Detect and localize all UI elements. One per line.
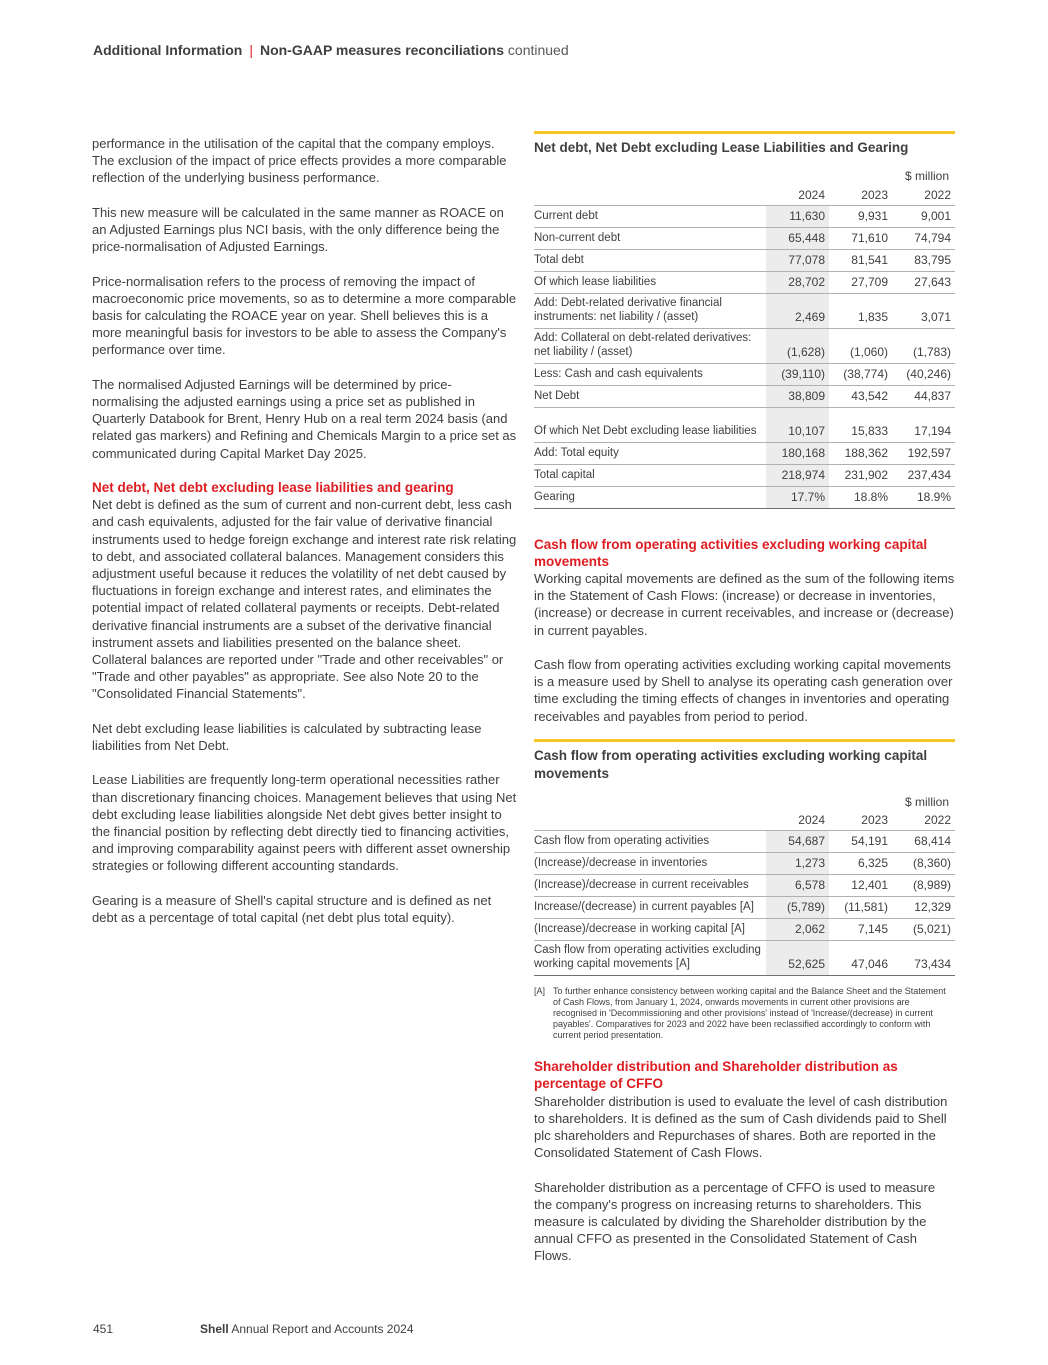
table-row [534,407,955,442]
cell-2022: 73,434 [892,941,955,976]
cell-2023: 81,541 [829,249,892,271]
left-column [92,135,517,943]
cell-2024: 180,168 [766,442,829,464]
left-paragraph: performance in the utilisation of the capital that the company employs. The exclusion of the impact of price effects provides a more comparable reflection of the underlying business performance. [92,136,507,186]
cell-2022: (1,783) [892,328,955,363]
cell-2023: (38,774) [829,363,892,385]
cell-2023: (11,581) [829,897,892,919]
row-label: Total capital [534,464,766,486]
left-paragraph: Price-normalisation refers to the process of removing the impact of macroeconomic price movements, so as to determine a more comparable basis for calculating the ROACE year on year. Shell believes this is a more meaningful basis for investors to be able to assess the Company's performance over time. [92,273,517,358]
cell-2024: 218,974 [766,464,829,486]
net-debt-table-title: Net debt, Net Debt excluding Lease Liabilities and Gearing [534,131,955,157]
cell-2023: 9,931 [829,205,892,227]
cell-2023: 7,145 [829,919,892,941]
row-label: Add: Collateral on debt-related derivatives: net liability / (asset) [534,328,766,363]
table-row [534,919,955,941]
cffo-table-unit: $ million [904,794,949,809]
cell-2022: 18.9% [892,486,955,508]
table-row [534,875,955,897]
cell-2024: 28,702 [766,271,829,293]
shareholder-heading: Shareholder distribution and Shareholder distribution as percentage of CFFO [534,1059,898,1092]
row-label: Cash flow from operating activities excluding working capital movements [A] [534,941,766,976]
cell-2023: 231,902 [829,464,892,486]
cell-2024: 10,107 [766,407,829,442]
table-row [534,464,955,486]
table-header-row [534,809,955,831]
cell-2022: 3,071 [892,293,955,328]
cell-2023: 54,191 [829,831,892,853]
row-label: Current debt [534,205,766,227]
header-subsection: Non-GAAP measures reconciliations [259,42,505,58]
cell-2023: 47,046 [829,941,892,976]
left-paragraph: Net debt excluding lease liabilities is calculated by subtracting lease liabilities from Net Debt. [92,720,482,754]
row-label: Cash flow from operating activities [534,831,766,853]
row-label: Add: Debt-related derivative financial instruments: net liability / (asset) [534,293,766,328]
table-row [534,271,955,293]
table-row [534,442,955,464]
row-label: Increase/(decrease) in current payables [A] [534,897,766,919]
footnote-text: To further enhance consistency between working capital and the Balance Sheet and the Statement of Cash Flows, from January 1, 2024, onwards movements in current other provisions are recognised in 'Decommissioning and other provisions' instead of 'Increase/(decrease) in current payables'. Comparatives for 2023 and 2022 have been reclassified accordingly to conform with current period presentation. [553,986,946,1041]
table-row [534,249,955,271]
footnote [534,986,955,1041]
cffo-paragraph: Working capital movements are defined as the sum of the following items in the Statement of Cash Flows: (increase) or decrease in inventories, (increase) or decrease in current receivables, and increase or (decrease) in current payables. [534,570,955,638]
cell-2023: 27,709 [829,271,892,293]
year-header: 2023 [861,813,888,828]
net-debt-table [534,183,955,509]
cell-2024: 11,630 [766,205,829,227]
page-footer [93,1322,414,1336]
cell-2023: 6,325 [829,853,892,875]
table-row [534,363,955,385]
year-header: 2023 [861,187,888,202]
cell-2024: (1,628) [766,328,829,363]
table-row [534,205,955,227]
table-row [534,897,955,919]
cffo-table-title: Cash flow from operating activities excluding working capital movements [534,739,955,783]
cell-2024: (5,789) [766,897,829,919]
cell-2024: 65,448 [766,227,829,249]
left-paragraph: The normalised Adjusted Earnings will be determined by price-normalising the adjusted earnings using a price set as published in Quarterly Databook for Brent, Henry Hub on a real term 2024 basis (and related gas markers) and Refining and Chemicals Margin to a price set as communicated during Capital Market Day 2025. [92,376,517,461]
table-row [534,831,955,853]
left-paragraph: Lease Liabilities are frequently long-term operational necessities rather than discretionary financing choices. Management believes that using Net debt excluding lease liabilities alongside Net debt gives better insight to the financial position by reflecting debt directly tied to financing activities, and improving comparability against peers with different asset ownership strategies or following different accounting standards. [92,772,517,874]
cell-2023: 18.8% [829,486,892,508]
cffo-table [534,809,955,977]
cell-2024: 17.7% [766,486,829,508]
cell-2022: 12,329 [892,897,955,919]
page-header [93,42,569,58]
row-label: Net Debt [534,385,766,407]
cell-2023: 188,362 [829,442,892,464]
row-label: Non-current debt [534,227,766,249]
cell-2022: 17,194 [892,407,955,442]
cell-2022: 68,414 [892,831,955,853]
cell-2022: (8,989) [892,875,955,897]
cell-2024: 1,273 [766,853,829,875]
left-paragraph: Gearing is a measure of Shell's capital structure and is defined as net debt as a percentage of total capital (net debt plus total equity). [92,892,492,926]
table-row [534,227,955,249]
cell-2022: 74,794 [892,227,955,249]
row-label: Less: Cash and cash equivalents [534,363,766,385]
cell-2024: 52,625 [766,941,829,976]
table-header-row [534,183,955,205]
cell-2022: 44,837 [892,385,955,407]
cell-2022: (40,246) [892,363,955,385]
table-row [534,293,955,328]
cell-2023: 1,835 [829,293,892,328]
year-header: 2022 [924,813,951,828]
cffo-heading: Cash flow from operating activities excluding working capital movements [534,536,928,569]
table-row [534,941,955,976]
year-header: 2022 [924,187,951,202]
cell-2024: 54,687 [766,831,829,853]
shareholder-body [534,1093,955,1265]
cell-2023: 15,833 [829,407,892,442]
header-continued: continued [507,42,569,58]
cell-2023: 12,401 [829,875,892,897]
row-label: Of which lease liabilities [534,271,766,293]
table-row [534,853,955,875]
cffo-paragraph: Cash flow from operating activities excluding working capital movements is a measure used by Shell to analyse its operating cash generation over time excluding the timing effects of changes in inventories and operating receivables and payables from period to period. [534,656,953,724]
footnote-marker: [A] [534,986,546,997]
year-header: 2024 [798,813,825,828]
year-header: 2024 [798,187,825,202]
row-label: Of which Net Debt excluding lease liabilities [534,407,766,442]
footer-title: Annual Report and Accounts 2024 [231,1322,414,1336]
cffo-body [534,570,955,725]
shareholder-paragraph: Shareholder distribution as a percentage of CFFO is used to measure the company's progress on increasing returns to shareholders. This measure is calculated by dividing the Shareholder distribution by the annual CFFO as presented in the Consolidated Statement of Cash Flows. [534,1179,936,1264]
cell-2023: 71,610 [829,227,892,249]
page-number: 451 [93,1322,114,1336]
cell-2022: 192,597 [892,442,955,464]
cell-2024: 38,809 [766,385,829,407]
row-label: (Increase)/decrease in working capital [A] [534,919,766,941]
cell-2022: (5,021) [892,919,955,941]
header-section: Additional Information [93,42,243,58]
cell-2022: (8,360) [892,853,955,875]
cell-2022: 237,434 [892,464,955,486]
cell-2024: 6,578 [766,875,829,897]
table-row [534,385,955,407]
left-paragraph: Net debt is defined as the sum of current and non-current debt, less cash and cash equivalents, adjusted for the fair value of derivative financial instruments used to hedge foreign exchange and interest rate risk relating to debt, and associated collateral balances. Management considers this adjustment useful because it reduces the volatility of net debt caused by fluctuations in foreign exchange and interest rates, and eliminates the potential impact of related collateral payments or receipts. Debt-related derivative financial instruments are a subset of the derivative financial instrument assets and liabilities presented on the balance sheet. Collateral balances are reported under "Trade and other receivables" or "Trade and other payables" as appropriate. See also Note 20 to the "Consolidated Financial Statements". [92,497,517,702]
cell-2022: 9,001 [892,205,955,227]
shareholder-paragraph: Shareholder distribution is used to evaluate the level of cash distribution to shareholders. It is defined as the sum of Cash dividends paid to Shell plc shareholders and Repurchases of shares. Both are reported in the Consolidated Statement of Cash Flows. [534,1093,948,1161]
cell-2024: 2,469 [766,293,829,328]
cell-2024: 2,062 [766,919,829,941]
left-paragraph: This new measure will be calculated in the same manner as ROACE on an Adjusted Earnings plus NCI basis, with the only difference being the price-normalisation of Adjusted Earnings. [92,204,504,255]
net-debt-table-unit: $ million [904,169,949,183]
cell-2022: 83,795 [892,249,955,271]
cell-2022: 27,643 [892,271,955,293]
header-separator: | [249,42,253,58]
cell-2024: 77,078 [766,249,829,271]
cell-2023: 43,542 [829,385,892,407]
row-label: Total debt [534,249,766,271]
right-column [534,131,955,1282]
row-label: Gearing [534,486,766,508]
row-label: Add: Total equity [534,442,766,464]
net-debt-heading: Net debt, Net debt excluding lease liabilities and gearing [92,480,454,495]
table-row [534,486,955,508]
table-row [534,328,955,363]
footer-brand: Shell [200,1322,229,1336]
cell-2023: (1,060) [829,328,892,363]
row-label: (Increase)/decrease in inventories [534,853,766,875]
row-label: (Increase)/decrease in current receivables [534,875,766,897]
cell-2024: (39,110) [766,363,829,385]
